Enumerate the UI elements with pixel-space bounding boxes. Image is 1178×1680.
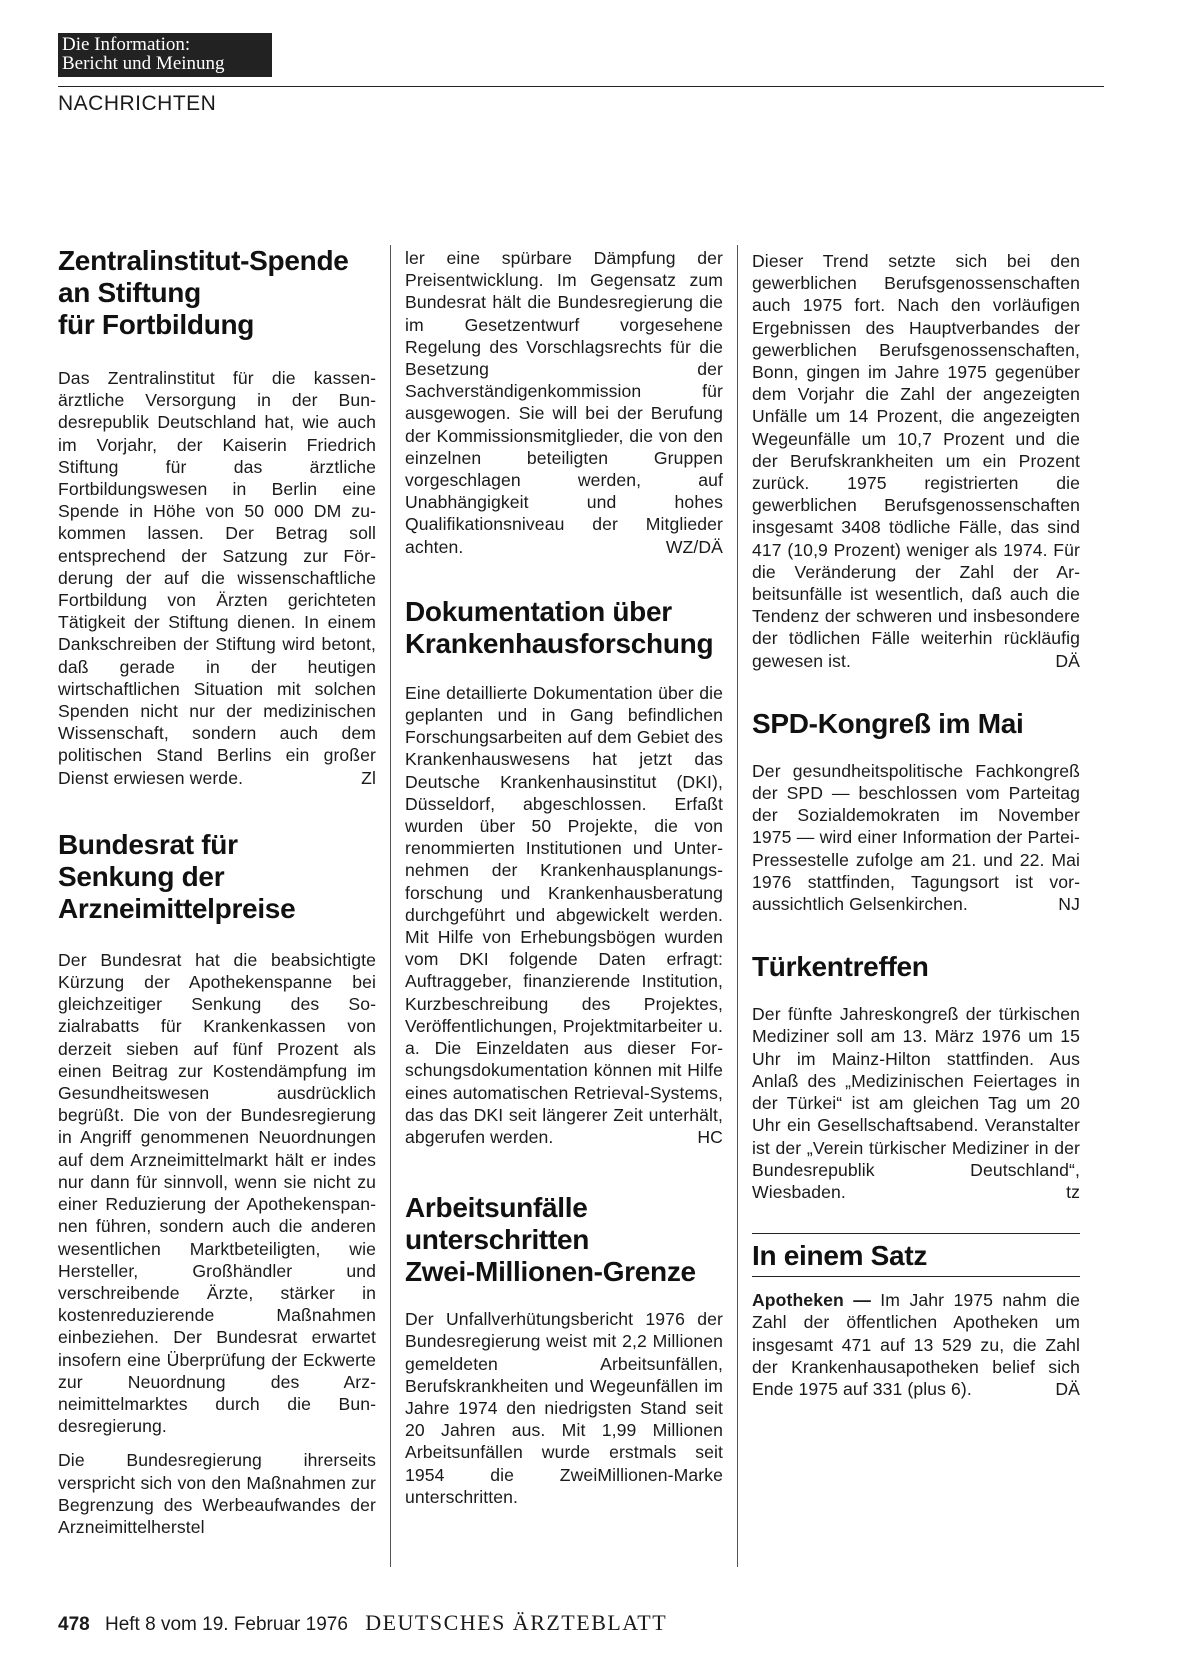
column-3: [752, 250, 1080, 1400]
title-line: Dokumentation über: [405, 595, 672, 627]
author-signature: WZ/DÄ: [665, 536, 723, 557]
article-body-bundesrat-2a: Die Bundesregierung ihrerseits verspricht sich von den Maßnahmen zur Begrenzung des Werbeaufwandes der Arzneimittelherstel: [58, 1450, 376, 1537]
kicker-line-2: Bericht und Meinung: [62, 53, 225, 74]
column-2: [405, 247, 723, 1508]
article-body-dokumentation: [405, 682, 723, 1148]
satz-lead: Apotheken —: [752, 1290, 871, 1311]
body-text: Dieser Trend setzte sich bei den gewerblichen Berufsgenossenschaften auch 1975 fort. Nach den vorläufigen Ergebnissen des Hauptverbandes der gewerblichen Berufsgenossenschaften, Bonn, gingen im Jahre 1975 gegenüber dem Vorjahr die Zahl der angezeigten Unfälle um 14 Prozent, die angezeigten Wegeunfälle um 10,7 Prozent und die der Berufskrankheiten um ein Prozent zurück. 1975 registrierten die gewerblichen Berufsgenossenschaften insgesamt 3408 tödliche Fälle, das sind 417 (10,9 Prozent) weniger als 1974. Für die Veränderung der Zahl der Arbeitsunfälle ist wesentlich, daß auch die Tendenz der schweren und insbesondere der tödlichen Fälle weiterhin rückläufig gewesen ist.: [752, 251, 1080, 671]
kicker-box: [58, 33, 272, 77]
title-line: Arbeitsunfälle: [405, 1192, 588, 1224]
article-title-satz: [752, 1240, 1080, 1272]
body-text: Der gesundheitspolitische Fachkongreß der SPD — beschlossen vom Parteitag der Sozialdemokraten im November 1975 — wird einer Information der Partei-Pressestelle zufolge am 21. und 22. Mai 1976 stattfinden, Tagungsort ist voraussichtlich Gelsenkirchen.: [752, 760, 1080, 915]
title-line: Arzneimittelpreise: [58, 892, 296, 924]
article-title-dokumentation: [405, 596, 723, 660]
article-title-spd: [752, 708, 1080, 740]
title-line: Krankenhausforschung: [405, 627, 714, 659]
title-line: Senkung der: [58, 860, 225, 892]
column-divider-1: [390, 245, 391, 1567]
title-line: In einem Satz: [752, 1240, 928, 1272]
article-body-arbeitsunfaelle-1: Der Unfallverhütungsbericht 1976 der Bundesregierung weist mit 2,2 Millionen gemeldeten Arbeitsunfällen, Berufskrankheiten und Wegeunfällen im Jahre 1974 den niedrigsten Stand seit 20 Jahren aus. Mit 1,99 Millionen Arbeitsunfällen wurde erstmals seit 1954 die ZweiMillionen-Marke unterschritten.: [405, 1309, 723, 1507]
article-body-spd: [752, 760, 1080, 915]
title-line: SPD-Kongreß im Mai: [752, 707, 1024, 739]
author-signature: DÄ: [1055, 650, 1080, 671]
title-line: Bundesrat für: [58, 828, 238, 860]
column-1: [58, 245, 376, 1538]
kicker-line-1: Die Information:: [62, 34, 191, 55]
author-signature: Zl: [361, 767, 376, 788]
satz-rule: [752, 1233, 1080, 1234]
body-text: Das Zentralinstitut für die kassenärztliche Versorgung in der Bundesrepublik Deutschland hat, wie auch im Vorjahr, der Kaiserin Friedrich Stiftung für das ärztliche Fortbildungswesen in Berlin eine Spende in Höhe von 50 000 DM zukommen lassen. Der Betrag soll entsprechend der Satzung zur Förderung der auf die wissenschaftliche Fortbildung von Ärzten gerichteten Tätigkeit der Stiftung dienen. In einem Dankschreiben der Stiftung wird betont, daß gerade in der heutigen wirtschaftlichen Situation mit solchen Spenden nicht nur der medizinischen Wissenschaft, sondern auch dem politischen Stand Berlins ein großer Dienst erwiesen werde.: [58, 368, 376, 788]
article-body-arbeitsunfaelle-2: [752, 250, 1080, 672]
section-title: NACHRICHTEN: [58, 92, 217, 115]
article-body-bundesrat-1: Der Bundesrat hat die beabsichtigte Kürzung der Apothekenspanne bei gleichzeitiger Senkung des Sozialrabatts für Krankenkassen von derzeit sieben auf fünf Prozent als einen Beitrag zur Kostendämpfung im Gesundheitswesen ausdrücklich begrüßt. Die von der Bundesregierung in Angriff genommenen Neuordnungen auf dem Arzneimittelmarkt hält er indes nur dann für sinnvoll, wenn sie nicht zu einer Reduzierung der Apothekenspannen führen, sondern auch die anderen wesentlichen Marktbeteiligten, wie Hersteller, Großhändler und verschreibende Ärzte, stärker in kostenreduzierende Maßnahmen einbeziehen. Der Bundesrat erwartet insofern eine Überprüfung der Eckwerte zur Neuordnung des Arzneimittelmarktes durch die Bundesregierung.: [58, 949, 376, 1437]
page-number: 478: [58, 1614, 90, 1635]
article-title-tuerkentreffen: [752, 951, 1080, 983]
author-signature: NJ: [1058, 894, 1080, 915]
title-line: unterschritten: [405, 1224, 590, 1256]
article-body-bundesrat-2b: [405, 247, 723, 558]
column-divider-2: [737, 245, 738, 1567]
article-body-tuerkentreffen: [752, 1003, 1080, 1203]
author-signature: HC: [697, 1126, 723, 1147]
page-footer: [58, 1610, 667, 1636]
issue-info: Heft 8 vom 19. Februar 1976: [104, 1614, 348, 1635]
article-body-zentralinstitut: [58, 367, 376, 789]
article-title-arbeitsunfaelle: [405, 1192, 723, 1288]
article-body-satz: [752, 1289, 1080, 1400]
magazine-name: DEUTSCHES ÄRZTEBLATT: [365, 1610, 668, 1635]
body-text: Eine detaillierte Dokumentation über die geplanten und in Gang befindlichen Forschungsarbeiten auf dem Gebiet des Krankenhauswesens hat jetzt das Deutsche Krankenhausinstitut (DKI), Düsseldorf, abgeschlossen. Erfaßt wurden über 50 Projekte, die von renommierten Institutionen und Unternehmen der Krankenhausplanungsforschung und Krankenhausberatung durchgeführt und abgewickelt werden. Mit Hilfe von Erhebungsbögen wurden vom DKI folgende Daten erfragt: Auftraggeber, finanzierende Institution, Kurzbeschreibung des Projektes, Veröffentlichungen, Projektmitarbeiter u. a. Die Einzeldaten aus dieser Forschungsdokumentation können mit Hilfe eines automatischen Retrieval-Systems, das das DKI seit längerer Zeit unterhält, abgerufen werden.: [405, 682, 723, 1147]
author-signature: tz: [1066, 1181, 1080, 1202]
title-line: an Stiftung: [58, 277, 201, 308]
title-line: Türkentreffen: [752, 951, 929, 983]
satz-rule-bottom: [752, 1276, 1080, 1277]
article-title-zentralinstitut: [58, 245, 376, 341]
author-signature: DÄ: [1055, 1378, 1080, 1399]
body-text: Der fünfte Jahreskongreß der türkischen Mediziner soll am 13. März 1976 um 15 Uhr im Mainz-Hilton stattfinden. Aus Anlaß des „Medizinischen Feiertages in der Türkei“ ist am gleichen Tag um 20 Uhr ein Gesellschaftsabend. Veranstalter ist der „Verein türkischer Mediziner in der Bundesrepublik Deutschland“, Wiesbaden.: [752, 1004, 1080, 1202]
article-title-bundesrat: [58, 829, 376, 925]
body-text: Im Jahr 1975 nahm die Zahl der öffentlichen Apotheken um insgesamt 471 auf 13 529 zu, die Zahl der Krankenhausapotheken belief sich Ende 1975 auf 331 (plus 6).: [752, 1290, 1080, 1399]
body-text: ler eine spürbare Dämpfung der Preisentwicklung. Im Gegensatz zum Bundesrat hält die Bundesregierung die im Gesetzentwurf vorgesehene Regelung des Vorschlagsrechts für die Besetzung der Sachverständigenkommission für ausgewogen. Sie will bei der Berufung der Kommissionsmitglieder, die von den einzelnen beteiligten Gruppen vorgeschlagen werden, auf Unabhängigkeit und hohes Qualifikationsniveau der Mitglieder achten.: [405, 248, 723, 557]
header-rule: [58, 86, 1104, 87]
title-line: Zentralinstitut-Spende: [58, 245, 349, 276]
title-line: für Fortbildung: [58, 309, 255, 340]
title-line: Zwei-Millionen-Grenze: [405, 1256, 696, 1288]
